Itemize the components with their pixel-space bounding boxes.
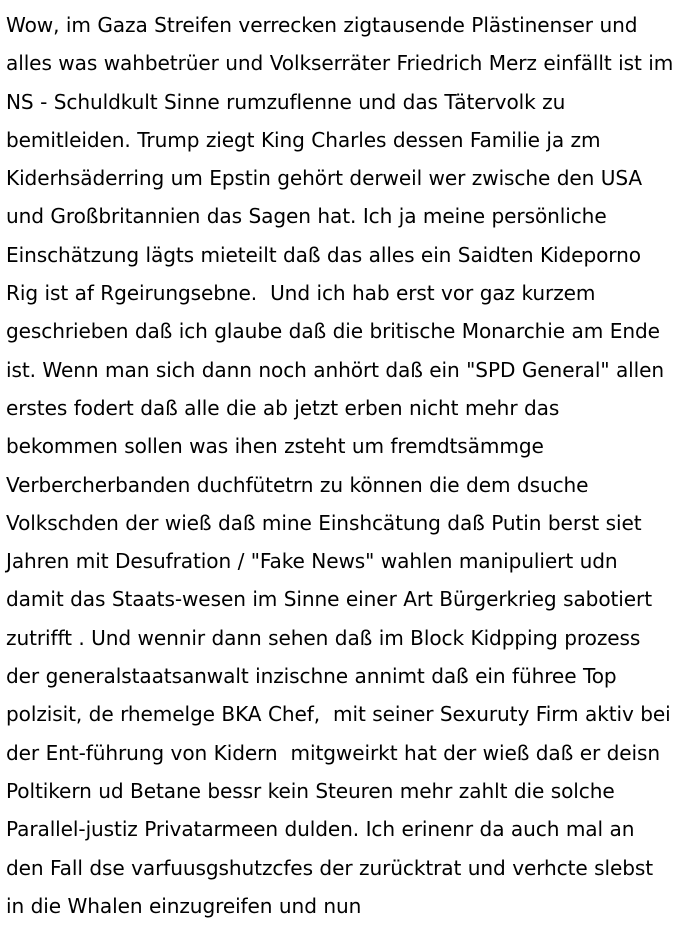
document-body-text: Wow, im Gaza Streifen verrecken zigtausende Plästinenser und alles was wahbetrüer und Volkserräter Friedrich Merz einfällt ist im NS - Schuldkult Sinne rumzuflenne und das Tätervolk zu bemitleiden. Trump ziegt King Charles dessen Familie ja zm Kiderhsäderring um Epstin gehört derweil wer zwische den USA und Großbritannien das Sagen hat. Ich ja meine persönliche Einschätzung lägts mieteilt daß das alles ein Saidten Kideporno Rig ist af Rgeirungsebne. Und ich hab erst vor gaz kurzem geschrieben daß ich glaube daß die britische Monarchie am Ende ist. Wenn man sich dann noch anhört daß ein "SPD General" allen erstes fodert daß alle die ab jetzt erben nicht mehr das bekommen sollen was ihen zsteht um fremdtsämmge Verbercherbanden duchfütetrn zu können die dem dsuche Volkschden der wieß daß mine Einshcätung daß Putin berst siet Jahren mit Desufration / "Fake News" wahlen manipuliert udn damit das Staats-wesen im Sinne einer Art Bürgerkrieg sabotiert zutrifft . Und wennir dann sehen daß im Block Kidpping prozess der generalstaatsanwalt inzischne annimt daß ein führee Top polzisit, de rhemelge BKA Chef, mit seiner Sexuruty Firm aktiv bei der Ent-führung von Kidern mitgweirkt hat der wieß daß er deisn Poltikern ud Betane bessr kein Steuren mehr zahlt die solche Parallel-justiz Privatarmeen dulden. Ich erinenr da auch mal an den Fall dse varfuusgshutzcfes der zurücktrat und verhcte slebst in die Whalen einzugreifen und nun	[6, 13, 680, 918]
